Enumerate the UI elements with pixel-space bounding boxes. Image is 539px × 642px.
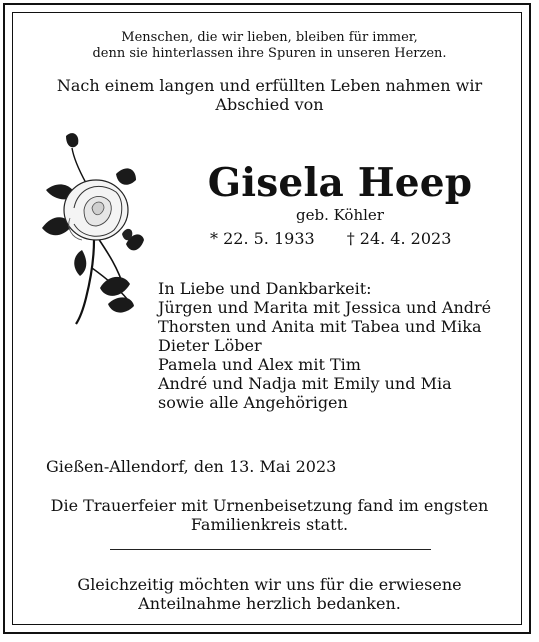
family-member: sowie alle Angehörigen: [158, 393, 348, 412]
life-dates: [210, 229, 451, 249]
family-member: Jürgen und Marita mit Jessica und André: [158, 298, 492, 317]
death-date: † 24. 4. 2023: [346, 229, 452, 248]
ceremony-line-1: Die Trauerfeier mit Urnenbeisetzung fand im engsten: [50, 496, 489, 515]
family-list: [158, 298, 491, 412]
poem-line-1: Menschen, die wir lieben, bleiben für immer,: [121, 30, 418, 45]
poem: [0, 30, 539, 62]
birth-date: * 22. 5. 1933: [210, 229, 315, 248]
family-member: Thorsten und Anita mit Tabea und Mika: [158, 317, 482, 336]
thanks-line-1: Gleichzeitig möchten wir uns für die erwiesene: [77, 575, 462, 594]
family-member: Pamela und Alex mit Tim: [158, 355, 361, 374]
intro-line-2: Abschied von: [215, 95, 324, 114]
intro-text: [0, 76, 539, 114]
maiden-name: geb. Köhler: [296, 206, 384, 224]
place-date: Gießen-Allendorf, den 13. Mai 2023: [46, 457, 337, 476]
thanks-line-2: Anteilnahme herzlich bedanken.: [138, 594, 401, 613]
ceremony-note: [0, 496, 539, 534]
intro-line-1: Nach einem langen und erfüllten Leben nahmen wir: [56, 76, 483, 95]
rose-icon: [36, 128, 146, 328]
divider: [110, 549, 431, 550]
poem-line-2: denn sie hinterlassen ihre Spuren in unseren Herzen.: [92, 46, 447, 61]
family-heading: In Liebe und Dankbarkeit:: [158, 279, 372, 298]
thanks-note: [0, 575, 539, 613]
family-member: Dieter Löber: [158, 336, 262, 355]
ceremony-line-2: Familienkreis statt.: [190, 515, 349, 534]
deceased-name: Gisela Heep: [207, 160, 473, 206]
family-member: André und Nadja mit Emily und Mia: [158, 374, 452, 393]
